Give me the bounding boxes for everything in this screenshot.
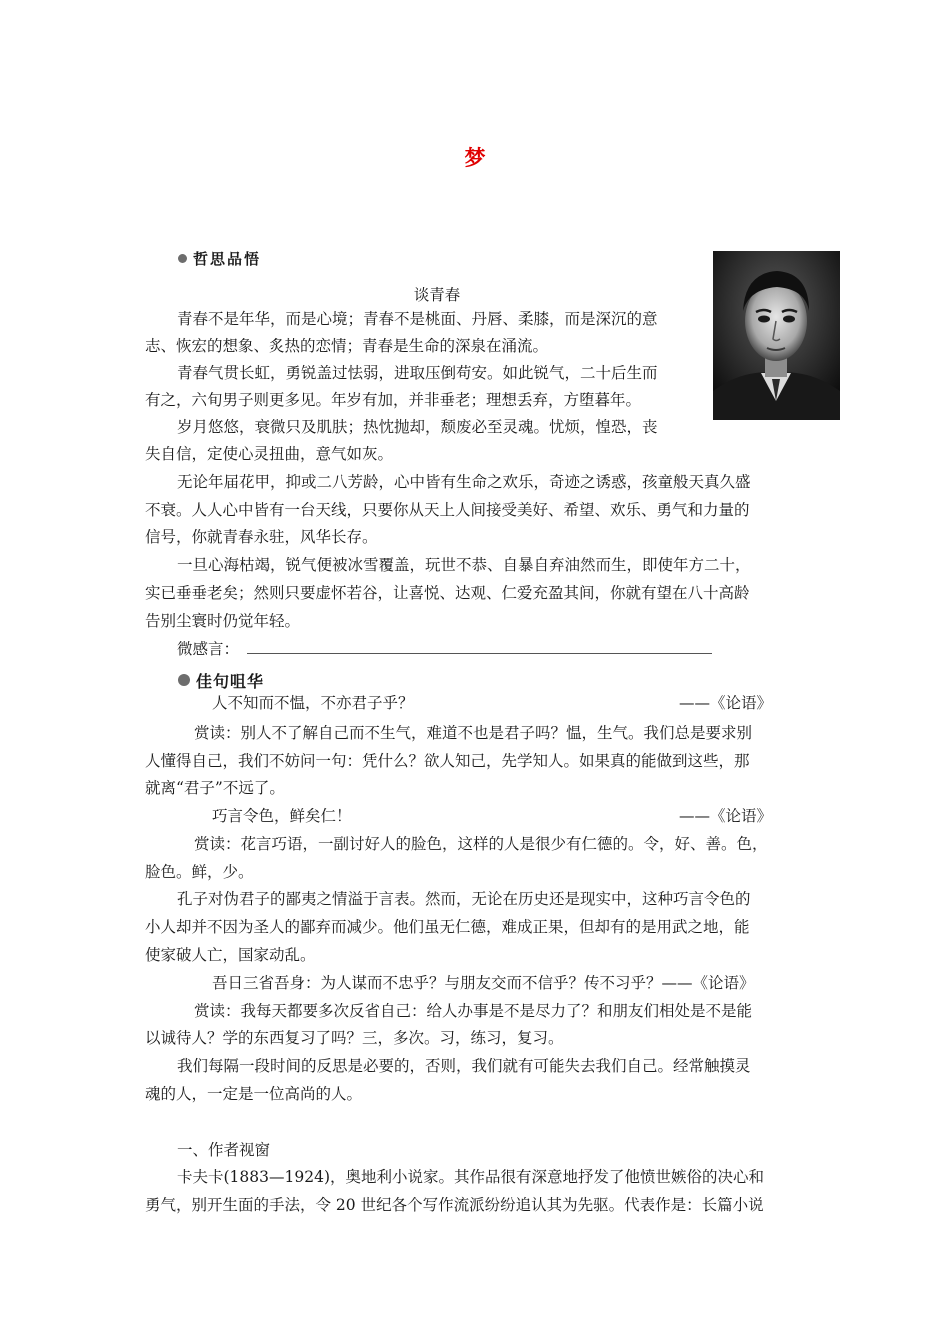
- section-heading-author: 一、作者视窗: [177, 1141, 271, 1159]
- essay-line: 一旦心海枯竭，锐气便被冰雪覆盖，玩世不恭、自暴自弃油然而生，即使年方二十，: [177, 556, 751, 574]
- comment-line: 赏读：别人不了解自己而不生气，难道不也是君子吗？愠，生气。我们总是要求别: [194, 724, 753, 742]
- essay-line: 实已垂垂老矣；然则只要虚怀若谷，让喜悦、达观、仁爱充盈其间，你就有望在八十高龄: [145, 584, 750, 602]
- comment-line: 脸色。鲜，少。: [145, 863, 254, 881]
- author-line: 卡夫卡(1883—1924)，奥地利小说家。其作品很有深意地抒发了他愤世嫉俗的决心和: [177, 1168, 764, 1186]
- essay-line: 无论年届花甲，抑或二八芳龄，心中皆有生命之欢乐，奇迹之诱惑，孩童般天真久盛: [177, 473, 751, 491]
- section-heading-philosophy: [178, 247, 261, 269]
- quote-source: ——《论语》: [679, 694, 773, 712]
- essay-line: 岁月悠悠，衰微只及肌肤；热忱抛却，颓废必至灵魂。忧烦，惶恐，丧: [177, 418, 658, 436]
- section-heading-label: 佳句咀华: [196, 671, 265, 691]
- essay-line: 志、恢宏的想象、炙热的恋情；青春是生命的深泉在涌流。: [145, 337, 549, 355]
- portrait-icon: [713, 251, 840, 420]
- author-line: 勇气，别开生面的手法，令 20 世纪各个写作流派纷纷追认其为先驱。代表作是：长篇小说: [145, 1196, 764, 1214]
- quote: 巧言令色，鲜矣仁！: [212, 807, 352, 825]
- paragraph-line: 我们每隔一段时间的反思是必要的，否则，我们就有可能失去我们自己。经常触摸灵: [177, 1057, 751, 1075]
- essay-line: 信号，你就青春永驻，风华长存。: [145, 528, 378, 546]
- essay-line: 有之，六旬男子则更多见。年岁有加，并非垂老；理想丢弃，方堕暮年。: [145, 391, 642, 409]
- reflection-label: 微感言：: [177, 640, 240, 658]
- reflection-row: [177, 636, 712, 664]
- section-heading-quotes: [178, 668, 264, 692]
- essay-line: 不衰。人人心中皆有一台天线，只要你从天上人间接受美好、希望、欢乐、勇气和力量的: [145, 501, 750, 519]
- essay-line: 告别尘寰时仍觉年轻。: [145, 612, 301, 630]
- author-portrait: [713, 251, 840, 420]
- comment-line: 赏读：我每天都要多次反省自己：给人办事是不是尽力了？和朋友们相处是不是能: [194, 1002, 753, 1020]
- paragraph-line: 孔子对伪君子的鄙夷之情溢于言表。然而，无论在历史还是现实中，这种巧言令色的: [177, 890, 751, 908]
- essay-line: 青春气贯长虹，勇锐盖过怯弱，进取压倒苟安。如此锐气，二十后生而: [177, 364, 658, 382]
- quote: 人不知而不愠，不亦君子乎？: [212, 694, 414, 712]
- essay-title: 谈青春: [413, 286, 461, 304]
- comment-line: 人懂得自己，我们不妨问一句：凭什么？欲人知己，先学知人。如果真的能做到这些，那: [145, 752, 750, 770]
- essay-line: 青春不是年华，而是心境；青春不是桃面、丹唇、柔膝，而是深沉的意: [177, 310, 658, 328]
- page-title: 梦: [464, 146, 486, 170]
- paragraph-line: 使家破人亡，国家动乱。: [145, 946, 316, 964]
- paragraph-line: 魂的人，一定是一位高尚的人。: [145, 1085, 363, 1103]
- bullet-icon: [178, 254, 187, 263]
- comment-line: 以诚待人？学的东西复习了吗？三，多次。习，练习，复习。: [145, 1029, 564, 1047]
- bullet-icon: [178, 674, 190, 686]
- reflection-blank[interactable]: [247, 639, 712, 654]
- essay-line: 失自信，定使心灵扭曲，意气如灰。: [145, 445, 394, 463]
- comment-line: 赏读：花言巧语，一副讨好人的脸色，这样的人是很少有仁德的。令，好、善。色，: [194, 835, 768, 853]
- paragraph-line: 小人却并不因为圣人的鄙弃而减少。他们虽无仁德，难成正果，但却有的是用武之地，能: [145, 918, 750, 936]
- section-heading-label: 哲思品悟: [193, 249, 262, 268]
- quote-source: ——《论语》: [679, 807, 773, 825]
- quote: 吾日三省吾身：为人谋而不忠乎？与朋友交而不信乎？传不习乎？——《论语》: [212, 974, 755, 992]
- comment-line: 就离“君子”不远了。: [145, 779, 285, 797]
